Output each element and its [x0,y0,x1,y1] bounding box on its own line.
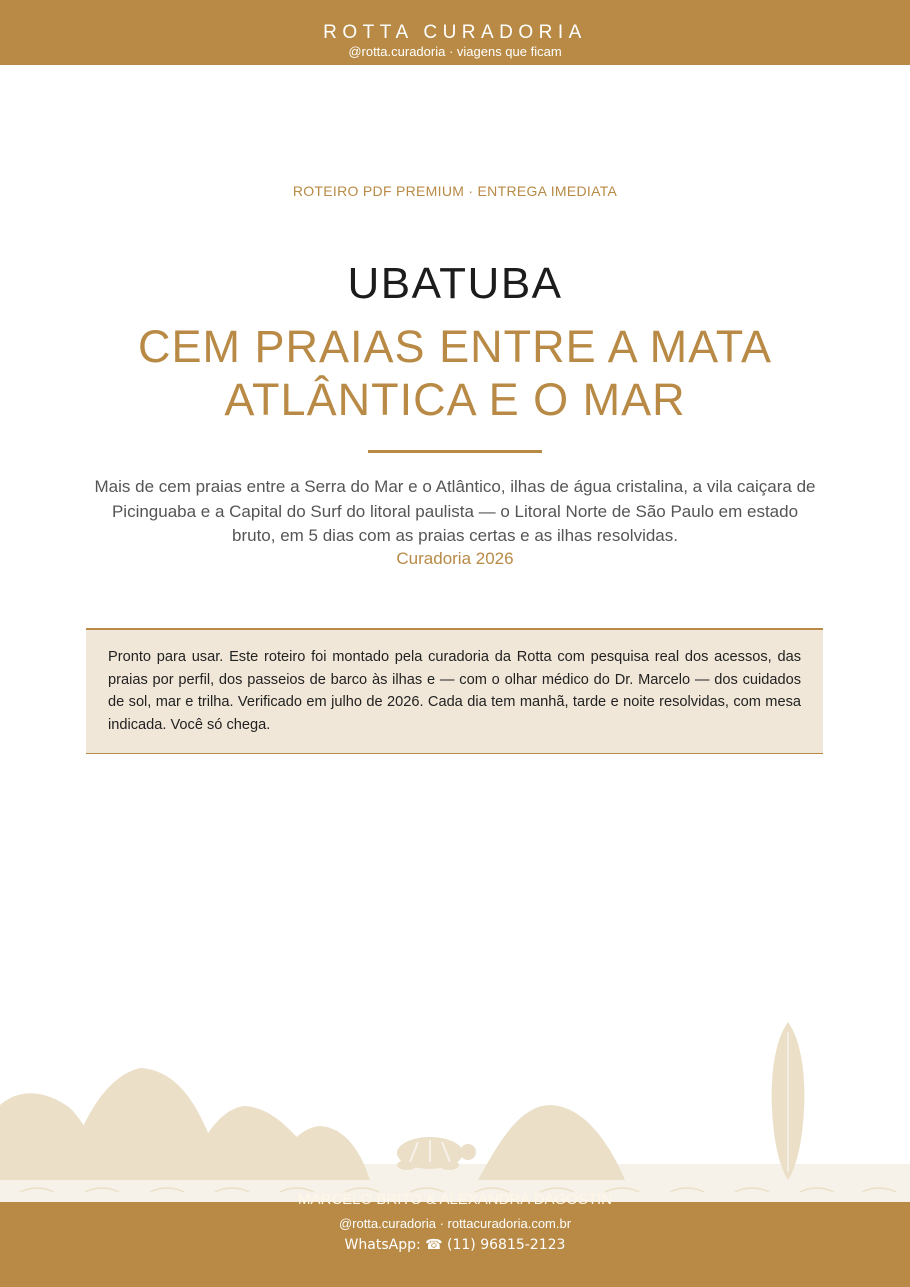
header-bar [0,0,910,65]
page-subtitle: CEM PRAIAS ENTRE A MATA ATLÂNTICA E O MAR [138,321,772,425]
surfboard-icon [772,1022,805,1180]
brand-tagline: @rotta.curadoria · viagens que ficam [348,44,562,59]
cover-kicker: ROTEIRO PDF PREMIUM · ENTREGA IMEDIATA [292,183,618,199]
footer-links: @rotta.curadoria · rottacuradoria.com.br [338,1216,572,1231]
ready-note-box [86,628,823,754]
intro-paragraph: Mais de cem praias entre a Serra do Mar e o Atlântico, ilhas de água cristalina, a vila caiçara de Picinguaba e a Capital do Surf do litoral paulista — o Litoral Norte de São Paulo em estado bruto, em 5 dias com as praias certas e as ilhas resolvidas. [94,477,816,545]
page-title: UBATUBA [347,259,563,308]
footer-bar [0,1191,910,1287]
footer-whatsapp: WhatsApp: ☎ (11) 96815-2123 [344,1237,566,1253]
title-divider [368,450,542,453]
brand-name: ROTTA CURADORIA [323,22,587,43]
mountain-icon [0,1068,370,1180]
mountain-icon [478,1105,625,1180]
footer-authors: MARCELO BRITO & ALEXANDRA DAGOSTIN [298,1191,612,1208]
edition-label: Curadoria 2026 [396,549,514,568]
ready-note-text: Pronto para usar. Este roteiro foi montado pela curadoria da Rotta com pesquisa real dos acessos, das praias por perfil, dos passeios de barco às ilhas e — com o olhar médico do Dr. Marcelo — dos cuidados de sol, mar e trilha. Verificado em julho de 2026. Cada dia tem manhã, tarde e noite resolvidas, com mesa indicada. Você só chega. [108,649,801,733]
beach-illustration [0,1010,910,1205]
